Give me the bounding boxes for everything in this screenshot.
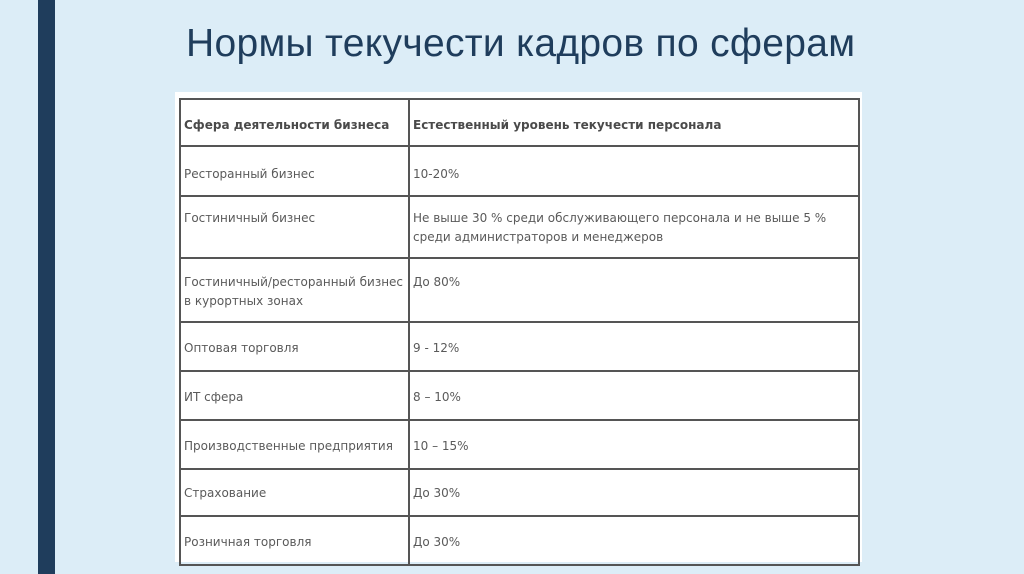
table-row (180, 322, 859, 371)
cell-sphere: Ресторанный бизнес (180, 146, 409, 196)
table-row (180, 371, 859, 420)
table-row (180, 469, 859, 516)
cell-turnover: 8 – 10% (409, 371, 859, 420)
turnover-table (179, 98, 860, 566)
cell-turnover: 10-20% (409, 146, 859, 196)
header-sphere: Сфера деятельности бизнеса (180, 99, 409, 146)
table-row (180, 146, 859, 196)
cell-sphere: Оптовая торговля (180, 322, 409, 371)
cell-turnover: До 80% (409, 258, 859, 322)
cell-turnover: 9 - 12% (409, 322, 859, 371)
table-header-row (180, 99, 859, 146)
cell-sphere: Производственные предприятия (180, 420, 409, 469)
table-row (180, 516, 859, 565)
accent-bar (38, 0, 55, 574)
cell-turnover: 10 – 15% (409, 420, 859, 469)
cell-sphere: Страхование (180, 469, 409, 516)
table-row (180, 196, 859, 258)
cell-sphere: Гостиничный/ресторанный бизнес в курортных зонах (180, 258, 409, 322)
cell-turnover: До 30% (409, 469, 859, 516)
cell-sphere: ИТ сфера (180, 371, 409, 420)
table-row (180, 258, 859, 322)
slide-title: Нормы текучести кадров по сферам (186, 22, 856, 65)
cell-sphere: Розничная торговля (180, 516, 409, 565)
table-row (180, 420, 859, 469)
cell-turnover: До 30% (409, 516, 859, 565)
cell-turnover: Не выше 30 % среди обслуживающего персонала и не выше 5 % среди администраторов и менеджеров (409, 196, 859, 258)
cell-sphere: Гостиничный бизнес (180, 196, 409, 258)
header-turnover-level: Естественный уровень текучести персонала (409, 99, 859, 146)
table-container (175, 92, 862, 562)
